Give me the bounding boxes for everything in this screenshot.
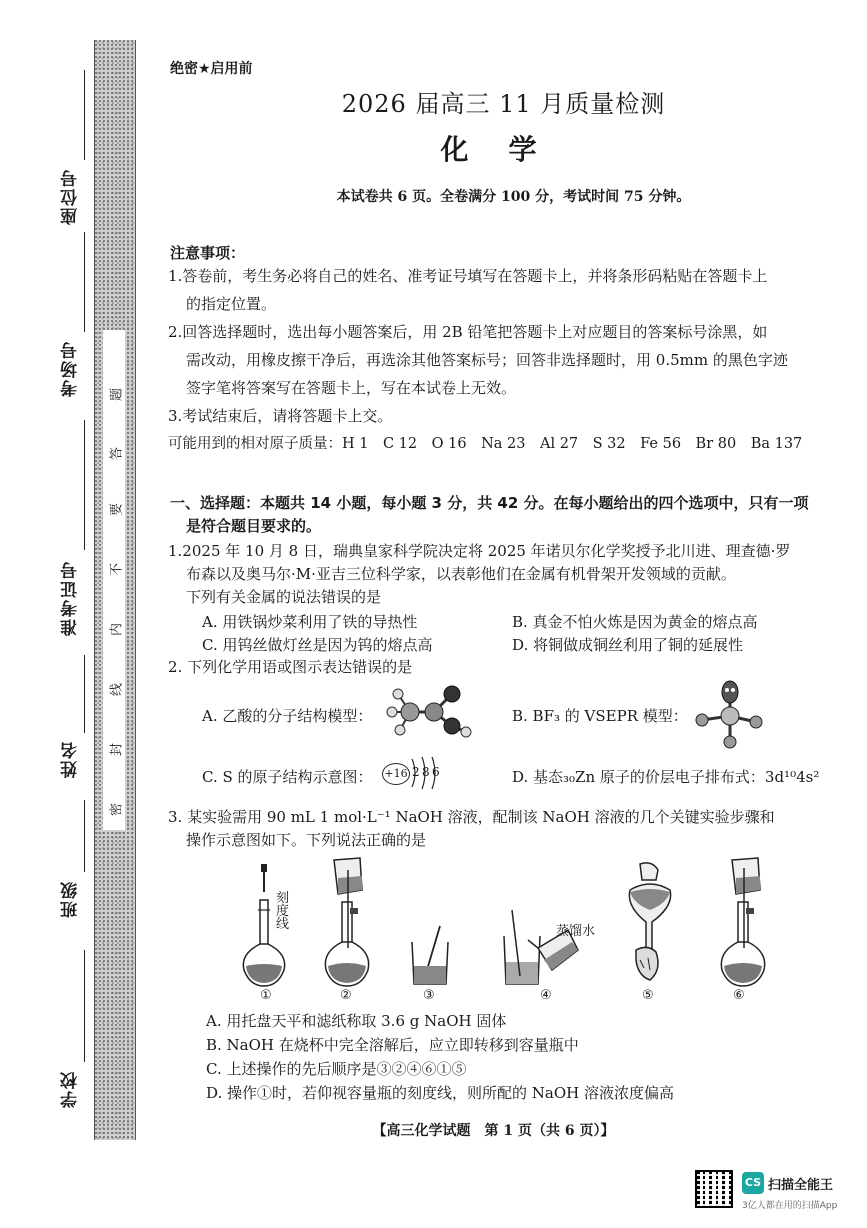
- notice-line: 需改动，用橡皮擦干净后，再选涂其他答案标号；回答非选择题时，用 0.5mm 的黑色字迹: [186, 351, 788, 369]
- subject-title: 化学: [440, 133, 577, 166]
- notice-line: 1.答卷前，考生务必将自己的姓名、准考证号填写在答题卡上，并将条形码粘贴在答题卡上: [168, 267, 768, 285]
- q3-stem: 3. 某实验需用 90 mL 1 mol·L⁻¹ NaOH 溶液，配制该 NaOH 溶液的几个关键实验步骤和: [168, 808, 775, 826]
- fig-label: ③: [423, 988, 435, 1003]
- notice-heading: 注意事项：: [170, 244, 246, 262]
- step2-pour-glass-rod: [320, 856, 380, 990]
- q2-option-c: C. S 的原子结构示意图：: [202, 768, 373, 786]
- exam-room-line: [84, 232, 85, 332]
- camscanner-name: 扫描全能王: [768, 1178, 834, 1193]
- camscanner-slogan: 3亿人都在用的扫描App: [742, 1201, 838, 1211]
- name-line: [84, 655, 85, 733]
- fig-label: ⑤: [642, 988, 654, 1003]
- ticket-number-label: 准考证号: [61, 560, 81, 636]
- step3-beaker-stir: [406, 922, 454, 988]
- q3-option-c: C. 上述操作的先后顺序是③②④⑥①⑤: [206, 1060, 467, 1078]
- sulfur-atom-diagram: [382, 755, 442, 791]
- fig-label: ④: [540, 988, 552, 1003]
- q3-stem: 操作示意图如下。下列说法正确的是: [186, 831, 427, 849]
- atomic-masses: 可能用到的相对原子质量：H 1 C 12 O 16 Na 23 Al 27 S 32 Fe 56 Br 80 Ba 137: [168, 436, 803, 452]
- mark-line-label: 刻度线: [276, 891, 290, 932]
- confidential-mark: 绝密★启用前: [170, 61, 253, 77]
- section-heading-cont: 是符合题目要求的。: [186, 517, 322, 535]
- q2-option-a: A. 乙酸的分子结构模型：: [202, 707, 373, 725]
- q1-stem: 布森以及奥马尔·M·亚吉三位科学家，以表彰他们在金属有机骨架开发领域的贡献。: [186, 565, 736, 583]
- camscanner-logo-icon: CS: [742, 1172, 764, 1194]
- notice-line: 2.回答选择题时，选出每小题答案后，用 2B 铅笔把答题卡上对应题目的答案标号涂黑，如: [168, 323, 768, 341]
- q1-stem: 1.2025 年 10 月 8 日，瑞典皇家科学院决定将 2025 年诺贝尔化学奖授予北川进、理查德·罗: [168, 542, 791, 560]
- q1-option-c: C. 用钨丝做灯丝是因为钨的熔点高: [202, 636, 433, 654]
- q2-option-b: B. BF₃ 的 VSEPR 模型：: [512, 707, 688, 725]
- q1-option-b: B. 真金不怕火炼是因为黄金的熔点高: [512, 613, 758, 631]
- strip-char: 内: [109, 623, 125, 637]
- class-label: 班级: [61, 880, 81, 918]
- seat-number-label: 座位号: [61, 168, 81, 225]
- fig-label: ⑥: [733, 988, 745, 1003]
- distilled-water-label: 蒸馏水: [556, 924, 596, 939]
- name-label: 姓名: [61, 740, 81, 778]
- exam-title: 2026 届高三 11 月质量检测: [341, 90, 666, 118]
- section-heading: 一、选择题：本题共 14 小题，每小题 3 分，共 42 分。在每小题给出的四个选项中，只有一项: [170, 494, 809, 512]
- exam-info: 本试卷共 6 页。全卷满分 100 分，考试时间 75 分钟。: [336, 189, 691, 205]
- notice-line: 3.考试结束后，请将答题卡上交。: [168, 407, 393, 425]
- strip-char: 密: [109, 803, 125, 817]
- shell-electrons: 6: [432, 765, 440, 779]
- school-label: 学校: [61, 1070, 81, 1108]
- fig-label: ①: [260, 988, 272, 1003]
- shell-electrons: 2: [412, 765, 420, 779]
- school-line: [84, 950, 85, 1062]
- notice-line: 的指定位置。: [186, 295, 277, 313]
- q1-option-a: A. 用铁锅炒菜利用了铁的导热性: [202, 613, 418, 631]
- ticket-number-line: [84, 420, 85, 550]
- q3-option-b: B. NaOH 在烧杯中完全溶解后，应立即转移到容量瓶中: [206, 1036, 579, 1054]
- strip-char: 线: [109, 683, 125, 697]
- strip-char: 封: [109, 743, 125, 757]
- strip-char: 要: [109, 503, 125, 517]
- step5-invert-flask: [622, 860, 678, 984]
- shell-electrons: 8: [422, 765, 430, 779]
- fig-label: ②: [340, 988, 352, 1003]
- page-footer: 【高三化学试题 第 1 页（共 6 页）】: [372, 1123, 615, 1139]
- q1-stem: 下列有关金属的说法错误的是: [186, 588, 382, 606]
- exam-room-label: 考场号: [61, 340, 81, 397]
- q2-option-d: D. 基态₃₀Zn 原子的价层电子排布式：3d¹⁰4s²: [512, 768, 820, 786]
- q2-stem: 2. 下列化学用语或图示表达错误的是: [168, 658, 413, 676]
- q3-option-a: A. 用托盘天平和滤纸称取 3.6 g NaOH 固体: [206, 1012, 507, 1030]
- step4-wash-bottle: [498, 906, 582, 990]
- bf3-vsepr-model: [690, 680, 770, 750]
- qr-code-icon: [695, 1170, 733, 1208]
- q3-option-d: D. 操作①时，若仰视容量瓶的刻度线，则所配的 NaOH 溶液浓度偏高: [206, 1084, 675, 1102]
- q1-option-d: D. 将铜做成铜丝利用了铜的延展性: [512, 636, 744, 654]
- acetic-acid-model: [384, 682, 484, 744]
- step6-pour-flask: [714, 856, 774, 990]
- strip-char: 答: [109, 447, 125, 461]
- class-line: [84, 800, 85, 872]
- strip-char: 不: [109, 563, 125, 577]
- sulfur-nucleus: +16: [382, 763, 410, 785]
- strip-char: 题: [109, 388, 125, 402]
- notice-line: 签字笔将答案写在答题卡上，写在本试卷上无效。: [186, 379, 517, 397]
